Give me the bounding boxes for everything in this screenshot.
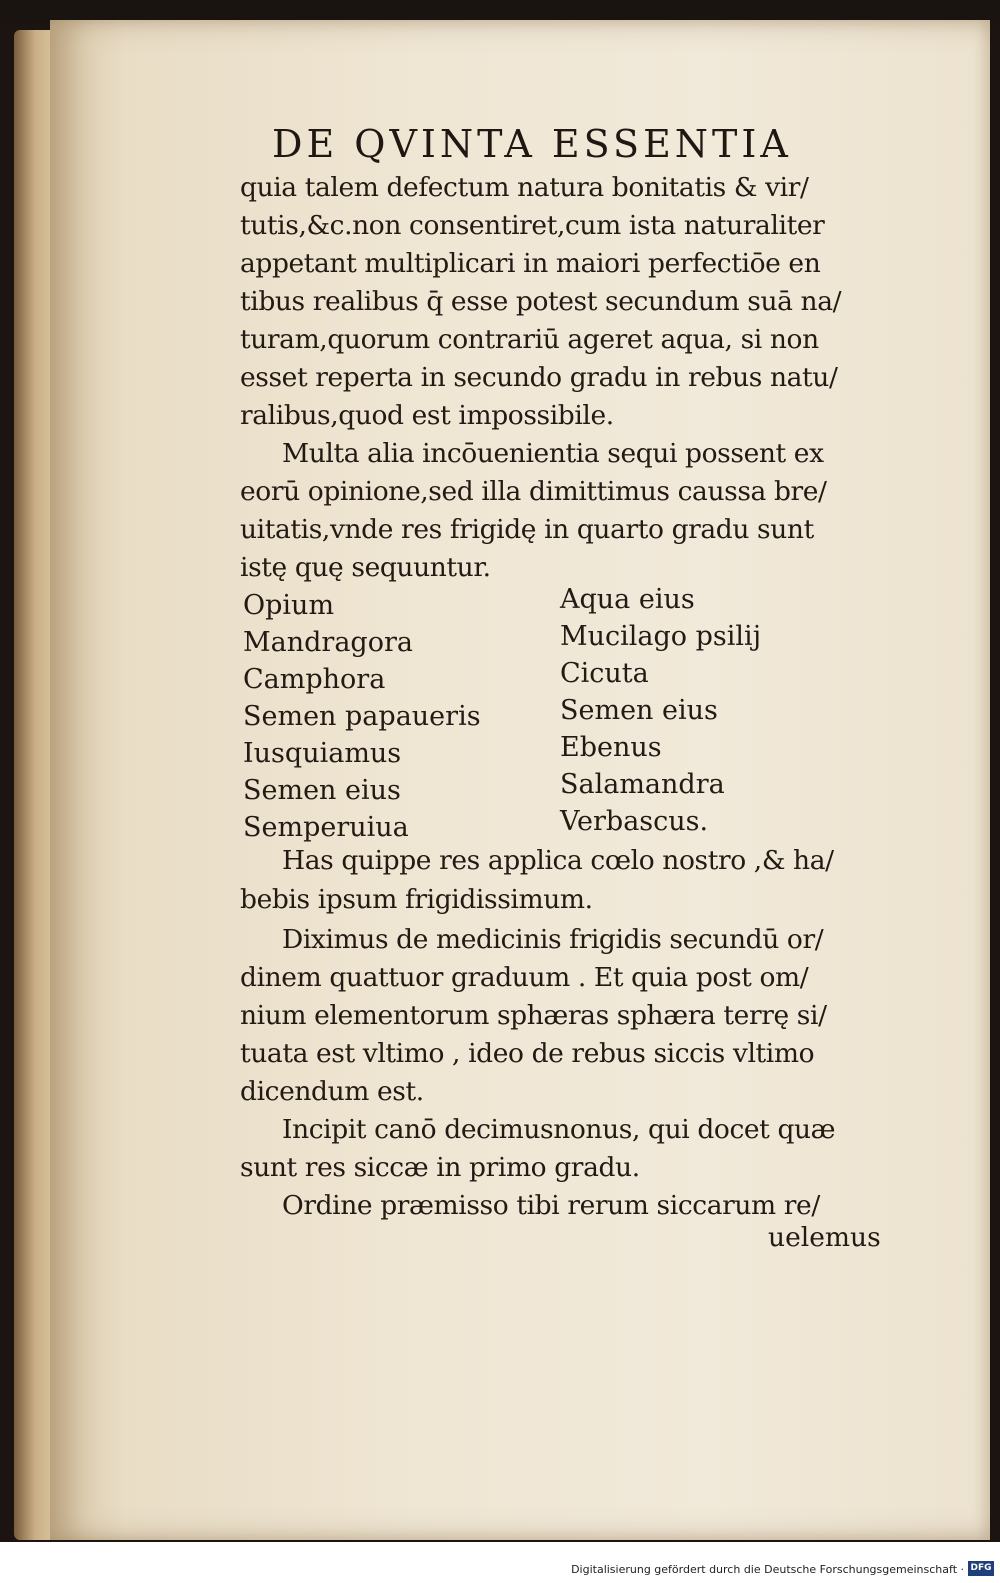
list-right-item: Mucilago psilij <box>560 621 762 652</box>
body-line-8: Multa alia incōuenientia sequi possent ex <box>282 438 824 469</box>
after-line-9: sunt res siccæ in primo gradu. <box>240 1152 640 1183</box>
after-line-8: Incipit canō decimusnonus, qui docet quæ <box>282 1114 836 1145</box>
body-line-7: ralibus,quod est impossibile. <box>240 400 614 431</box>
list-left-item: Opium <box>243 590 335 621</box>
list-left-item: Semperuiua <box>243 812 409 843</box>
after-line-2: bebis ipsum frigidissimum. <box>240 884 593 915</box>
list-left-item: Iusquiamus <box>243 738 402 769</box>
dfg-logo: DFG <box>968 1561 994 1576</box>
list-right-item: Ebenus <box>560 732 662 763</box>
body-line-10: uitatis,vnde res frigidę in quarto gradu sunt <box>240 514 814 545</box>
list-left-item: Mandragora <box>243 627 413 658</box>
catchword: uelemus <box>768 1222 881 1253</box>
body-line-3: appetant multiplicari in maiori perfectiōe en <box>240 248 821 279</box>
body-line-9: eorū opinione,sed illa dimittimus caussa bre/ <box>240 476 827 507</box>
list-left-item: Camphora <box>243 664 386 695</box>
body-line-11: istę quę sequuntur. <box>240 552 491 583</box>
list-left-item: Semen papaueris <box>243 701 481 732</box>
body-line-4: tibus realibus q̄ esse potest secundum suā na/ <box>240 286 842 317</box>
after-line-4: dinem quattuor graduum . Et quia post om/ <box>240 962 809 993</box>
funding-credit: Digitalisierung gefördert durch die Deutsche Forschungsgemeinschaft · <box>571 1563 964 1576</box>
after-line-3: Diximus de medicinis frigidis secundū or/ <box>282 924 824 955</box>
after-line-6: tuata est vltimo , ideo de rebus siccis vltimo <box>240 1038 815 1069</box>
list-right-item: Cicuta <box>560 658 649 689</box>
body-line-2: tutis,&c.non consentiret,cum ista naturaliter <box>240 210 825 241</box>
running-title: DE QVINTA ESSENTIA <box>272 122 792 166</box>
scan-top-edge <box>0 0 1000 22</box>
after-line-7: dicendum est. <box>240 1076 424 1107</box>
after-line-5: nium elementorum sphæras sphæra terrę si/ <box>240 1000 827 1031</box>
body-line-6: esset reperta in secundo gradu in rebus natu/ <box>240 362 838 393</box>
body-line-1: quia talem defectum natura bonitatis & vir/ <box>240 172 809 203</box>
list-right-item: Salamandra <box>560 769 725 800</box>
list-right-item: Verbascus. <box>560 806 709 837</box>
after-line-1: Has quippe res applica cœlo nostro ,& ha/ <box>282 845 834 876</box>
body-line-5: turam,quorum contrariū ageret aqua, si non <box>240 324 819 355</box>
list-right-item: Aqua eius <box>560 584 695 615</box>
after-line-10: Ordine præmisso tibi rerum siccarum re/ <box>282 1190 820 1221</box>
list-right-item: Semen eius <box>560 695 718 726</box>
list-left-item: Semen eius <box>243 775 401 806</box>
